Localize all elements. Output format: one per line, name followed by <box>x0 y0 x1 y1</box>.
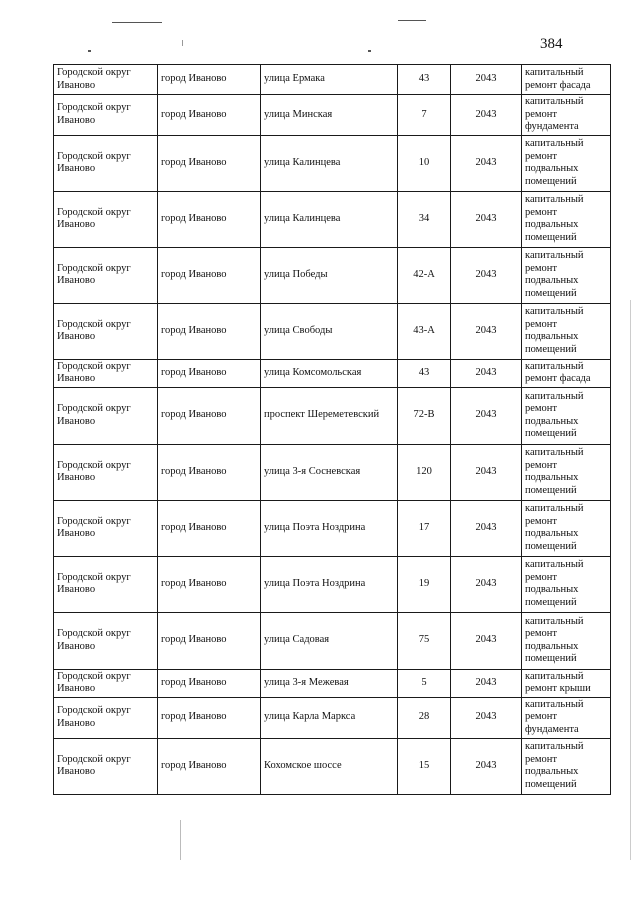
city-cell: город Иваново <box>158 697 261 738</box>
street-cell: улица Победы <box>261 247 398 303</box>
work-type-cell: капитальный ремонт подвальных помещений <box>522 556 611 612</box>
year-cell: 2043 <box>451 738 522 794</box>
district-cell: Городской округ Иваново <box>54 65 158 95</box>
city-cell: город Иваново <box>158 387 261 444</box>
district-cell: Городской округ Иваново <box>54 387 158 444</box>
district-cell: Городской округ Иваново <box>54 303 158 359</box>
district-cell: Городской округ Иваново <box>54 135 158 191</box>
district-cell: Городской округ Иваново <box>54 669 158 697</box>
street-cell: улица 3-я Межевая <box>261 669 398 697</box>
table-row <box>54 387 611 444</box>
street-cell: улица Свободы <box>261 303 398 359</box>
work-type-cell: капитальный ремонт крыши <box>522 669 611 697</box>
house-number-cell: 17 <box>398 500 451 556</box>
year-cell: 2043 <box>451 359 522 387</box>
year-cell: 2043 <box>451 444 522 500</box>
scan-artifact-line <box>398 20 426 21</box>
district-cell: Городской округ Иваново <box>54 612 158 669</box>
year-cell: 2043 <box>451 303 522 359</box>
house-number-cell: 43 <box>398 65 451 95</box>
city-cell: город Иваново <box>158 669 261 697</box>
year-cell: 2043 <box>451 191 522 247</box>
scan-artifact-line <box>112 22 162 23</box>
street-cell: улица Карла Маркса <box>261 697 398 738</box>
work-type-cell: капитальный ремонт подвальных помещений <box>522 387 611 444</box>
house-number-cell: 28 <box>398 697 451 738</box>
city-cell: город Иваново <box>158 135 261 191</box>
street-cell: улица Комсомольская <box>261 359 398 387</box>
year-cell: 2043 <box>451 697 522 738</box>
house-number-cell: 75 <box>398 612 451 669</box>
registry-table <box>53 64 611 795</box>
house-number-cell: 120 <box>398 444 451 500</box>
house-number-cell: 72-В <box>398 387 451 444</box>
table-row <box>54 669 611 697</box>
table-row <box>54 359 611 387</box>
work-type-cell: капитальный ремонт подвальных помещений <box>522 612 611 669</box>
table-row <box>54 65 611 95</box>
street-cell: проспект Шереметевский <box>261 387 398 444</box>
street-cell: улица Калинцева <box>261 135 398 191</box>
year-cell: 2043 <box>451 612 522 669</box>
city-cell: город Иваново <box>158 65 261 95</box>
city-cell: город Иваново <box>158 444 261 500</box>
scan-artifact-dot <box>630 300 631 860</box>
house-number-cell: 10 <box>398 135 451 191</box>
table-row <box>54 247 611 303</box>
table-row <box>54 303 611 359</box>
year-cell: 2043 <box>451 247 522 303</box>
registry-table-body <box>54 65 611 795</box>
year-cell: 2043 <box>451 95 522 136</box>
table-row <box>54 135 611 191</box>
work-type-cell: капитальный ремонт подвальных помещений <box>522 135 611 191</box>
district-cell: Городской округ Иваново <box>54 697 158 738</box>
work-type-cell: капитальный ремонт фундамента <box>522 697 611 738</box>
work-type-cell: капитальный ремонт подвальных помещений <box>522 500 611 556</box>
scan-artifact-dot <box>180 820 181 860</box>
year-cell: 2043 <box>451 387 522 444</box>
year-cell: 2043 <box>451 669 522 697</box>
table-row <box>54 444 611 500</box>
city-cell: город Иваново <box>158 359 261 387</box>
house-number-cell: 19 <box>398 556 451 612</box>
street-cell: улица Калинцева <box>261 191 398 247</box>
city-cell: город Иваново <box>158 738 261 794</box>
work-type-cell: капитальный ремонт фасада <box>522 65 611 95</box>
scan-artifact-dot <box>368 50 371 52</box>
house-number-cell: 34 <box>398 191 451 247</box>
district-cell: Городской округ Иваново <box>54 359 158 387</box>
table-row <box>54 612 611 669</box>
work-type-cell: капитальный ремонт подвальных помещений <box>522 444 611 500</box>
table-row <box>54 738 611 794</box>
district-cell: Городской округ Иваново <box>54 247 158 303</box>
table-row <box>54 697 611 738</box>
registry-table-container <box>53 64 610 795</box>
scan-artifact-dot <box>88 50 91 52</box>
district-cell: Городской округ Иваново <box>54 191 158 247</box>
street-cell: улица Поэта Ноздрина <box>261 500 398 556</box>
house-number-cell: 5 <box>398 669 451 697</box>
table-row <box>54 95 611 136</box>
work-type-cell: капитальный ремонт подвальных помещений <box>522 247 611 303</box>
street-cell: улица 3-я Сосневская <box>261 444 398 500</box>
street-cell: улица Поэта Ноздрина <box>261 556 398 612</box>
table-row <box>54 500 611 556</box>
page-number: 384 <box>540 36 563 52</box>
street-cell: улица Минская <box>261 95 398 136</box>
city-cell: город Иваново <box>158 303 261 359</box>
city-cell: город Иваново <box>158 191 261 247</box>
city-cell: город Иваново <box>158 247 261 303</box>
city-cell: город Иваново <box>158 556 261 612</box>
district-cell: Городской округ Иваново <box>54 738 158 794</box>
street-cell: Кохомское шоссе <box>261 738 398 794</box>
house-number-cell: 43 <box>398 359 451 387</box>
year-cell: 2043 <box>451 500 522 556</box>
city-cell: город Иваново <box>158 612 261 669</box>
district-cell: Городской округ Иваново <box>54 556 158 612</box>
table-row <box>54 556 611 612</box>
work-type-cell: капитальный ремонт подвальных помещений <box>522 738 611 794</box>
house-number-cell: 42-А <box>398 247 451 303</box>
district-cell: Городской округ Иваново <box>54 444 158 500</box>
work-type-cell: капитальный ремонт подвальных помещений <box>522 191 611 247</box>
year-cell: 2043 <box>451 65 522 95</box>
street-cell: улица Садовая <box>261 612 398 669</box>
district-cell: Городской округ Иваново <box>54 95 158 136</box>
city-cell: город Иваново <box>158 500 261 556</box>
work-type-cell: капитальный ремонт подвальных помещений <box>522 303 611 359</box>
table-row <box>54 191 611 247</box>
work-type-cell: капитальный ремонт фасада <box>522 359 611 387</box>
district-cell: Городской округ Иваново <box>54 500 158 556</box>
work-type-cell: капитальный ремонт фундамента <box>522 95 611 136</box>
house-number-cell: 15 <box>398 738 451 794</box>
year-cell: 2043 <box>451 556 522 612</box>
house-number-cell: 43-А <box>398 303 451 359</box>
scan-artifact-dot <box>182 40 183 46</box>
house-number-cell: 7 <box>398 95 451 136</box>
year-cell: 2043 <box>451 135 522 191</box>
city-cell: город Иваново <box>158 95 261 136</box>
street-cell: улица Ермака <box>261 65 398 95</box>
